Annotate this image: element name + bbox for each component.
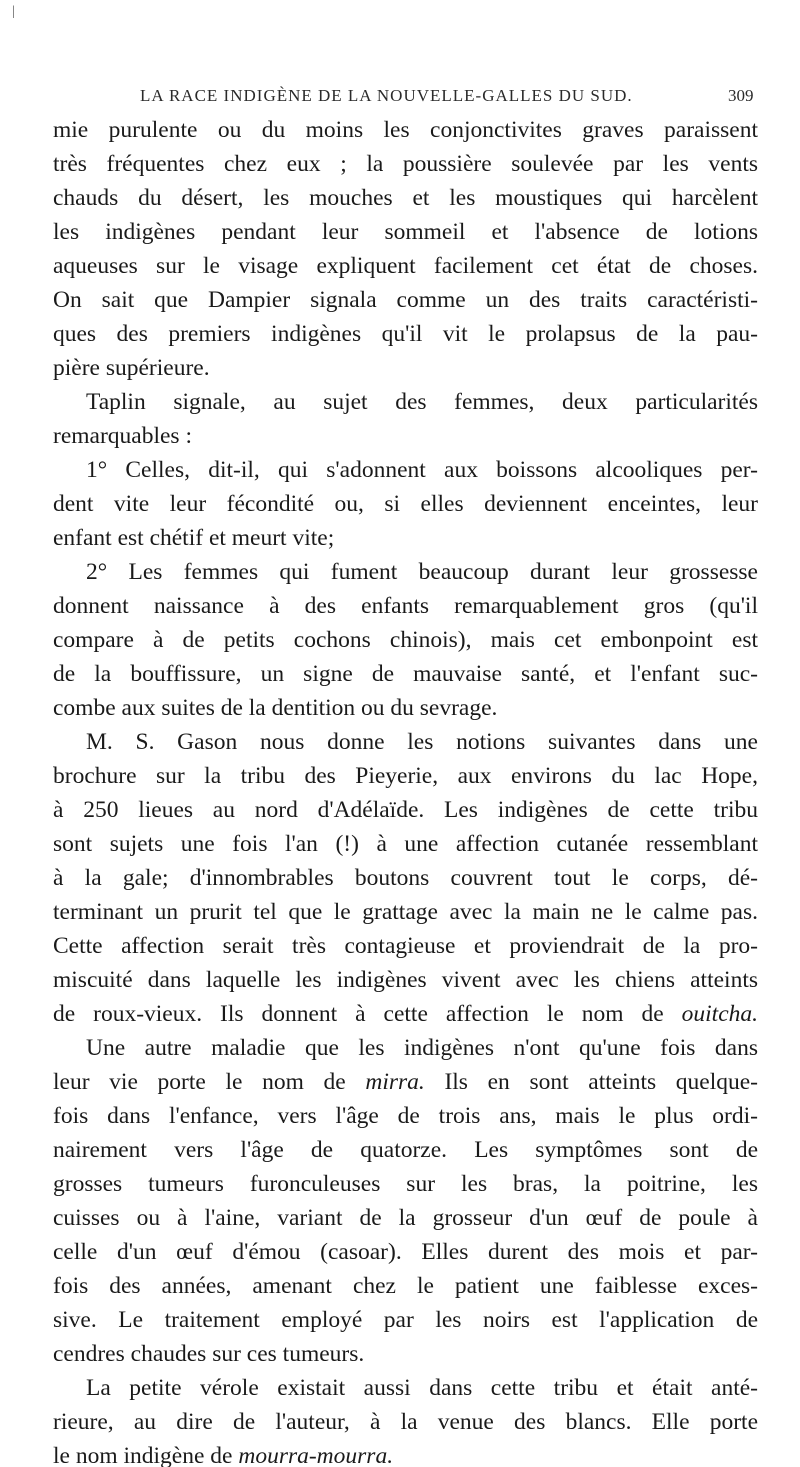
text-line: enfant est chétif et meurt vite; — [53, 525, 335, 551]
text-line: 2° Les femmes qui fument beaucoup durant leur grossesse — [86, 559, 758, 585]
text-line — [53, 1065, 758, 1099]
text-line — [53, 997, 758, 1031]
text-line: ques des premiers indigènes qu'il vit le prolapsus de la pau- — [53, 321, 758, 347]
margin-mark: | — [12, 4, 15, 19]
text-line: à 250 lieues au nord d'Adélaïde. Les indigènes de cette tribu — [53, 797, 758, 823]
text-line: Cette affection serait très contagieuse et proviendrait de la pro- — [53, 933, 758, 959]
text-line: chauds du désert, les mouches et les moustiques qui harcèlent — [53, 185, 758, 211]
text-line: fois dans l'enfance, vers l'âge de trois ans, mais le plus ordi- — [53, 1103, 758, 1129]
text-line: les indigènes pendant leur sommeil et l'absence de lotions — [53, 219, 758, 245]
text-line: pière supérieure. — [53, 355, 210, 381]
text-line: combe aux suites de la dentition ou du sevrage. — [53, 695, 498, 721]
running-title: LA RACE INDIGÈNE DE LA NOUVELLE-GALLES DU SUD. — [140, 86, 633, 105]
text-fragment: leur vie porte le nom de — [53, 1069, 346, 1095]
text-fragment: de roux-vieux. Ils donnent à cette affection le nom de — [53, 1001, 664, 1027]
term-mourra-mourra: mourra-mourra. — [238, 1443, 394, 1467]
text-line: brochure sur la tribu des Pieyerie, aux environs du lac Hope, — [53, 763, 758, 789]
text-line: aqueuses sur le visage expliquent facilement cet état de choses. — [53, 253, 758, 279]
term-mirra: mirra. — [365, 1069, 425, 1095]
text-line: nairement vers l'âge de quatorze. Les symptômes sont de — [53, 1137, 758, 1163]
page-number: 309 — [728, 86, 754, 105]
text-line: Taplin signale, au sujet des femmes, deux particularités — [86, 389, 758, 415]
term-ouitcha: ouitcha. — [681, 1001, 758, 1027]
text-line: fois des années, amenant chez le patient une faiblesse exces- — [53, 1273, 758, 1299]
text-line: celle d'un œuf d'émou (casoar). Elles durent des mois et par- — [53, 1239, 758, 1265]
text-line: donnent naissance à des enfants remarquablement gros (qu'il — [53, 593, 758, 619]
text-line: 1° Celles, dit-il, qui s'adonnent aux boissons alcooliques per- — [86, 457, 758, 483]
text-line: M. S. Gason nous donne les notions suivantes dans une — [86, 729, 758, 755]
text-line: dent vite leur fécondité ou, si elles deviennent enceintes, leur — [53, 491, 758, 517]
text-line: de la bouffissure, un signe de mauvaise santé, et l'enfant suc- — [53, 661, 758, 687]
text-line: terminant un prurit tel que le grattage avec la main ne le calme pas. — [53, 899, 758, 925]
text-line: miscuité dans laquelle les indigènes vivent avec les chiens atteints — [53, 967, 758, 993]
text-fragment: Ils en sont atteints quelque- — [444, 1069, 758, 1095]
text-line: rieure, au dire de l'auteur, à la venue des blancs. Elle porte — [53, 1409, 758, 1435]
text-line: Une autre maladie que les indigènes n'ont qu'une fois dans — [86, 1035, 758, 1061]
text-line: La petite vérole existait aussi dans cette tribu et était anté- — [86, 1375, 758, 1401]
text-line — [53, 1439, 758, 1467]
text-line: à la gale; d'innombrables boutons couvrent tout le corps, dé- — [53, 865, 758, 891]
text-fragment: le nom indigène de — [53, 1443, 233, 1467]
text-line: remarquables : — [53, 423, 192, 449]
text-line: mie purulente ou du moins les conjonctivites graves paraissent — [53, 117, 758, 143]
text-line: compare à de petits cochons chinois), mais cet embonpoint est — [53, 627, 758, 653]
text-line: sive. Le traitement employé par les noirs est l'application de — [53, 1307, 758, 1333]
text-line: très fréquentes chez eux ; la poussière soulevée par les vents — [53, 151, 758, 177]
text-line: sont sujets une fois l'an (!) à une affection cutanée ressemblant — [53, 831, 758, 857]
text-line: cuisses ou à l'aine, variant de la grosseur d'un œuf de poule à — [53, 1205, 758, 1231]
text-line: cendres chaudes sur ces tumeurs. — [53, 1341, 365, 1367]
text-line: grosses tumeurs furonculeuses sur les bras, la poitrine, les — [53, 1171, 758, 1197]
text-line: On sait que Dampier signala comme un des traits caractéristi- — [53, 287, 758, 313]
